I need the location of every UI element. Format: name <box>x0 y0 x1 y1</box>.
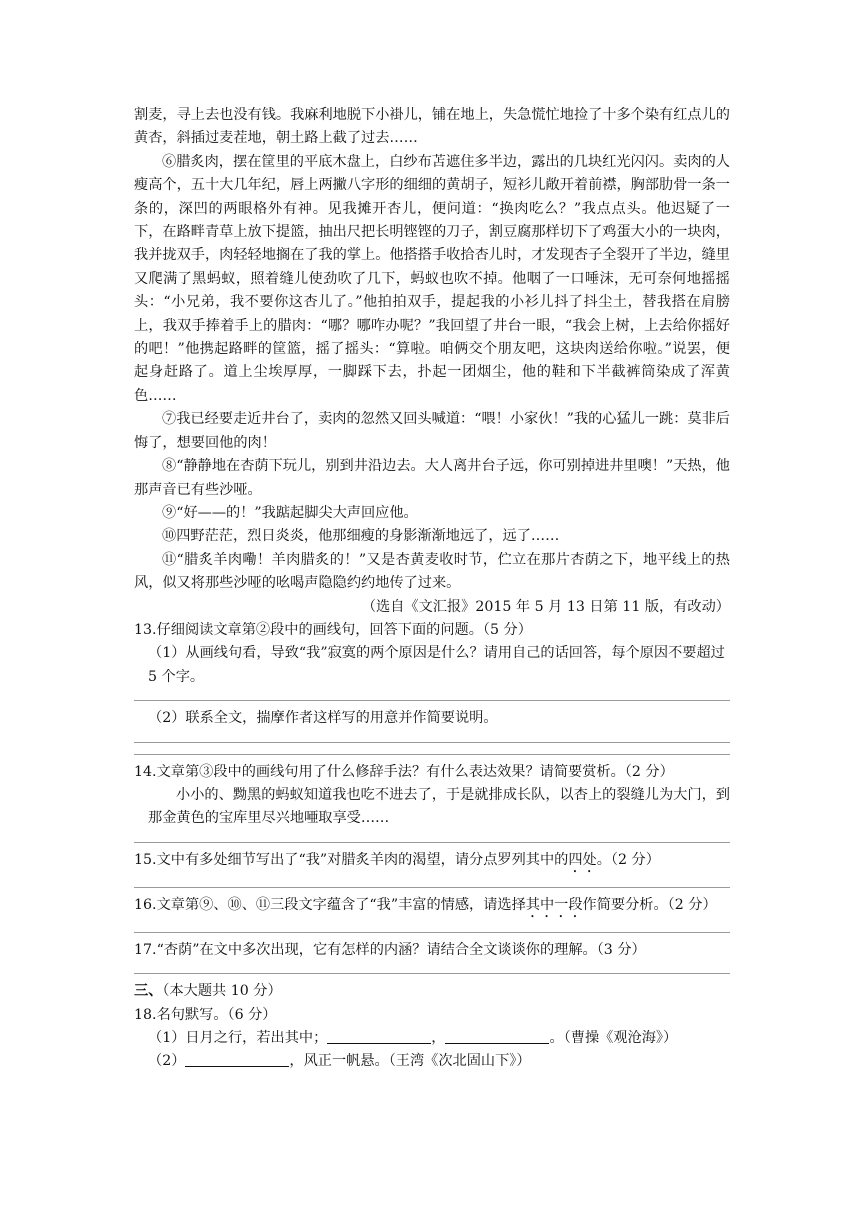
answer-line[interactable] <box>134 842 730 843</box>
passage-paragraph-10: ⑩四野茫茫，烈日炎炎，他那细瘦的身影渐渐地远了，远了…… <box>162 528 560 545</box>
question-13-part-1: （1）从画线句看，导致“我”寂寞的两个原因是什么？请用自己的话回答，每个原因不要超过 5 个字。 <box>148 645 725 685</box>
question-15 <box>134 849 730 876</box>
passage-paragraph-8: ⑧“静静地在杏荫下玩儿，别到井沿边去。大人离井台子远，你可别掉进井里噢！”天热，他那声音已有些沙哑。 <box>134 458 730 498</box>
answer-line[interactable] <box>134 742 730 743</box>
question-16-score: 作简要分析。（2 分） <box>582 896 717 913</box>
q18-2-text: ，风正一帆悬。（王湾《次北固山下》） <box>289 1053 531 1070</box>
question-15-score: 。（2 分） <box>596 851 660 868</box>
question-17: 17.“杏荫”在文中多次出现，它有怎样的内涵？请结合全文谈谈你的理解。（3 分） <box>134 941 646 958</box>
answer-line[interactable] <box>134 754 730 755</box>
section-score: （本大题共 10 分） <box>162 983 282 1000</box>
answer-line[interactable] <box>134 700 730 701</box>
passage-and-questions <box>134 104 730 1074</box>
q18-2-number: （2） <box>148 1053 186 1070</box>
fill-blank[interactable] <box>185 1052 289 1067</box>
section-three-heading <box>134 980 730 1003</box>
passage-paragraph-6: ⑥腊炙肉，摆在筐里的平底木盘上，白纱布苫遮住多半边，露出的几块红光闪闪。卖肉的人瘦高个，五十大几年纪，唇上两撇八字形的细细的黄胡子，短衫儿敞开着前襟，胸部肋骨一条一条的，深凹的两眼格外有神。见我摊开杏儿，便问道：“换肉吃么？”我点点头。他迟疑了一下，在路畔青草上放下提篮，抽出尺把长明铿铿的刀子，割豆腐那样切下了鸡蛋大小的一块肉，我并拢双手，肉轻轻地搁在了我的掌上。他搭搭手收拾杏儿时，才发现杏子全裂开了半边，缝里又爬满了黑蚂蚁，照着缝儿使劲吹了几下，蚂蚁也吹不掉。他咽了一口唾沫，无可奈何地摇摇头：“小兄弟，我不要你这杏儿了。”他拍拍双手，提起我的小衫儿抖了抖尘土，替我搭在肩膀上，我双手捧着手上的腊肉：“哪？哪咋办呢？”我回望了井台一眼，“我会上树，上去给你摇好的吧！”他携起路畔的筐篮，摇了摇头：“算啦。咱俩交个朋友吧，这块肉送给你啦。”说罢，便起身赶路了。道上尘埃厚厚，一脚踩下去，扑起一团烟尘，他的鞋和下半截裤筒染成了浑黄色…… <box>134 153 730 404</box>
q18-1-text: （1）日月之行，若出其中； <box>148 1030 328 1046</box>
passage-paragraph-11: ⑪“腊炙羊肉嘞！羊肉腊炙的！”又是杏黄麦收时节，伫立在那片杏荫之下，地平线上的热风，似又将那些沙哑的吆喝声隐隐约约地传了过来。 <box>134 551 730 592</box>
emphasis-text: 其中一段 <box>525 896 583 913</box>
passage-paragraph-9: ⑨“好——的！”我踮起脚尖大声回应他。 <box>162 504 418 521</box>
q18-1-source: 。（曹操《观沧海》） <box>549 1030 678 1046</box>
answer-line[interactable] <box>134 973 730 974</box>
question-13: 13.仔细阅读文章第②段中的画线句，回答下面的问题。（5 分） <box>134 621 532 638</box>
question-13-part-2: （2）联系全文，揣摩作者这样写的用意并作简要说明。 <box>148 710 498 727</box>
answer-line[interactable] <box>134 932 730 933</box>
fill-blank[interactable] <box>327 1029 431 1044</box>
passage-paragraph-7: ⑦我已经要走近井台了，卖肉的忽然又回头喊道：“喂！小家伙！”我的心猛儿一跳：莫非后悔了，想要回他的肉！ <box>134 411 730 451</box>
question-16-text: 16.文章第⑨、⑩、⑪三段文字蕴含了“我”丰富的情感，请选择 <box>134 896 526 913</box>
answer-line[interactable] <box>134 887 730 888</box>
fill-blank[interactable] <box>445 1029 549 1044</box>
question-15-text: 15.文中有多处细节写出了“我”对腊炙羊肉的渴望，请分点罗列其中的 <box>134 851 569 868</box>
question-16 <box>134 894 730 921</box>
section-number: 三、 <box>134 983 163 1000</box>
question-18-part-2 <box>134 1050 730 1073</box>
q18-1-comma: ， <box>431 1030 446 1046</box>
question-18-part-1 <box>134 1027 730 1050</box>
emphasis-text: 四处 <box>568 851 597 868</box>
question-14-quote: 小小的、黝黑的蚂蚁知道我也吃不进去了，于是就排成长队，以杏上的裂缝儿为大门，到那金黄色的宝库里尽兴地唖取享受…… <box>148 786 730 827</box>
question-14: 14.文章第③段中的画线句用了什么修辞手法？有什么表达效果？请简要赏析。（2 分） <box>134 763 674 780</box>
passage-paragraph-continued: 割麦，寻上去也没有钱。我麻利地脱下小褂儿，铺在地上，失急慌忙地捡了十多个染有红点儿的黄杏，斜插过麦茬地，朝土路上截了过去…… <box>134 107 730 147</box>
question-18: 18.名句默写。（6 分） <box>134 1006 277 1023</box>
passage-source: （选自《文汇报》2015 年 5 月 13 日第 11 版，有改动） <box>361 598 730 615</box>
